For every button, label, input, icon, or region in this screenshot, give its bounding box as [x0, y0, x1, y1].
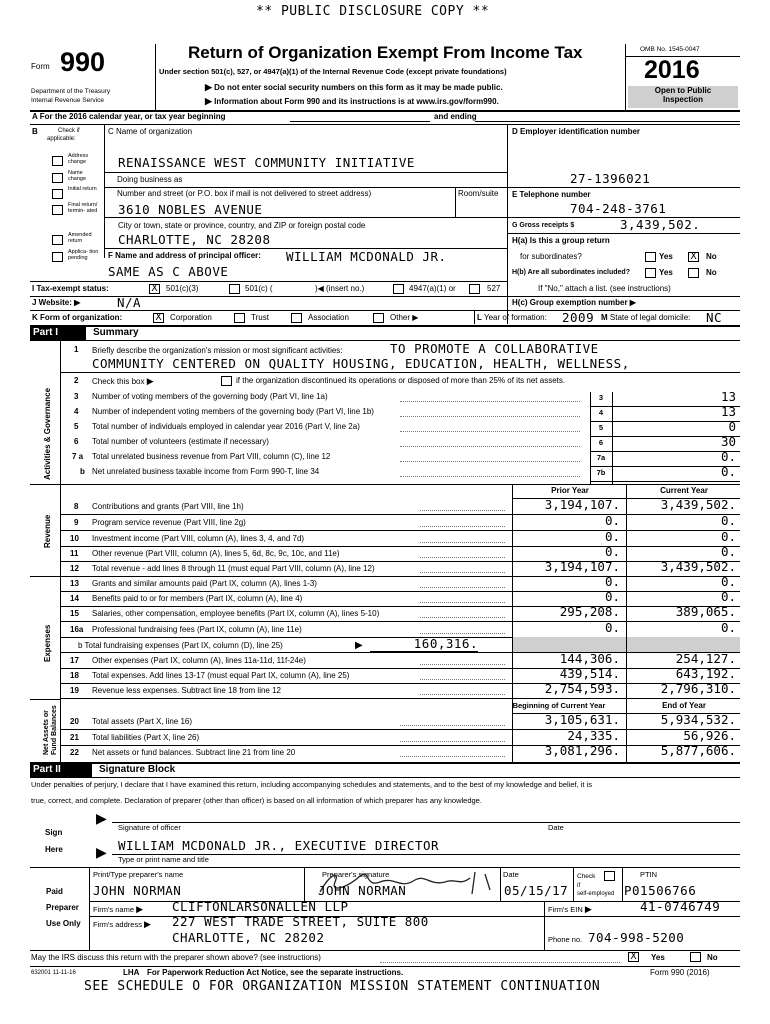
- instruction-ssn: ▶ Do not enter social security numbers on this form as it may be made public.: [205, 82, 503, 92]
- association-label: Association: [308, 313, 349, 322]
- discuss-yes-label: Yes: [651, 953, 665, 962]
- gov-bottom-rule: [60, 484, 740, 485]
- fin-line-number: 9: [74, 518, 79, 527]
- line1-label: Briefly describe the organization's mission or most significant activities:: [92, 346, 343, 355]
- preparer-name-label: Print/Type preparer's name: [93, 870, 184, 879]
- form-of-org-label: K Form of organization:: [32, 313, 123, 322]
- form-footer-id: Form 990 (2016): [650, 968, 710, 977]
- discuss-no-checkbox[interactable]: [690, 952, 701, 962]
- fin-prior-value: 0.: [604, 620, 620, 635]
- irs-label: Internal Revenue Service: [31, 97, 104, 104]
- current-year-header: Current Year: [660, 486, 708, 495]
- gov-line-number: 7 a: [72, 452, 84, 461]
- na-line-label: Total liabilities (Part X, line 26): [92, 733, 200, 742]
- gov-line-number: 5: [74, 422, 79, 431]
- fin-current-value: 389,065.: [675, 604, 736, 619]
- fin-current-value: 0.: [720, 589, 736, 604]
- line16b-label: b Total fundraising expenses (Part IX, column (D), line 25): [78, 641, 283, 650]
- city-address: CHARLOTTE, NC 28208: [118, 232, 271, 247]
- exp-prior-value: 439,514.: [559, 666, 620, 681]
- corporation-checkbox[interactable]: X: [153, 313, 164, 323]
- gov-line-value: 0.: [720, 449, 736, 464]
- hb-note: If "No," attach a list. (see instructions): [538, 284, 671, 293]
- firm-name-label: Firm's name ▶: [93, 904, 144, 914]
- preparer-label: Preparer: [46, 903, 79, 912]
- gov-line-value: 0: [728, 419, 736, 434]
- schedule-o-note: SEE SCHEDULE O FOR ORGANIZATION MISSION STATEMENT CONTINUATION: [84, 979, 601, 994]
- preparer-name: JOHN NORMAN: [93, 883, 182, 898]
- exp-line-label: Total expenses. Add lines 13-17 (must equal Part IX, column (A), line 25): [92, 671, 350, 680]
- city-label: City or town, state or province, country, and ZIP or foreign postal code: [118, 221, 366, 230]
- fin-line-label: Program service revenue (Part VIII, line 2g): [92, 518, 246, 527]
- part1-title: Summary: [93, 327, 139, 338]
- officer-name: WILLIAM MCDONALD JR.: [286, 249, 447, 264]
- fin-current-value: 0.: [720, 544, 736, 559]
- gov-line-box: 7b: [596, 468, 606, 477]
- disclosure-banner: ** PUBLIC DISCLOSURE COPY **: [256, 4, 490, 19]
- fin-line-label: Total revenue - add lines 8 through 11 (must equal Part VIII, column (A), line 12): [92, 564, 375, 573]
- part2-tag: Part II: [30, 763, 92, 777]
- fin-current-value: 0.: [720, 574, 736, 589]
- line16b-value: 160,316.: [413, 636, 478, 651]
- officer-label: F Name and address of principal officer:: [108, 251, 261, 260]
- exp-line-number: 18: [70, 671, 79, 680]
- gov-line-box: 3: [598, 393, 604, 402]
- gov-line-box: 7a: [596, 453, 606, 462]
- use-only-label: Use Only: [46, 919, 81, 928]
- fin-current-value: 3,439,502.: [660, 497, 736, 512]
- na-begin-value: 24,335.: [567, 728, 620, 743]
- fin-line-number: 14: [70, 594, 79, 603]
- firm-address-label: Firm's address ▶: [93, 919, 151, 929]
- gov-line-label: Total unrelated business revenue from Part VIII, column (C), line 12: [92, 452, 331, 461]
- discuss-yes-checkbox[interactable]: X: [628, 952, 639, 962]
- ha-yes-checkbox[interactable]: [645, 252, 656, 262]
- exp-prior-value: 2,754,593.: [544, 681, 620, 696]
- gov-line-number: b: [80, 467, 85, 476]
- omb-number: OMB No. 1545-0047: [640, 46, 700, 53]
- na-line-number: 21: [70, 733, 79, 742]
- hb-no-checkbox[interactable]: [688, 268, 699, 278]
- line1-number: 1: [74, 345, 79, 354]
- check-if-label: Check: [577, 873, 596, 880]
- corporation-label: Corporation: [170, 313, 212, 322]
- exp-current-value: 643,192.: [675, 666, 736, 681]
- gov-box-divider: [590, 392, 591, 484]
- na-begin-value: 3,105,631.: [544, 712, 620, 727]
- room-suite-label: Room/suite: [458, 189, 499, 198]
- 527-label: 527: [487, 284, 501, 293]
- 527-checkbox[interactable]: [469, 284, 480, 294]
- street-label: Number and street (or P.O. box if mail is not delivered to street address): [117, 189, 372, 198]
- fin-line-leader: [420, 557, 505, 558]
- firm-phone-label: Phone no.: [548, 935, 583, 944]
- ha-no-checkbox[interactable]: X: [688, 252, 699, 262]
- fin-line-number: 10: [70, 534, 79, 543]
- final-return-checkbox[interactable]: [52, 205, 63, 215]
- fin-prior-value: 295,208.: [559, 604, 620, 619]
- other-label: Other ▶: [390, 313, 419, 322]
- sign-label: Sign: [45, 828, 63, 837]
- 501c-label: 501(c) (: [245, 284, 273, 293]
- form-code: 632001 11-11-16: [31, 970, 76, 976]
- trust-label: Trust: [251, 313, 269, 322]
- fin-line-number: 8: [74, 502, 79, 511]
- application-pending-label: Applica- tion pending: [68, 249, 99, 262]
- initial-return-checkbox[interactable]: [52, 189, 63, 199]
- gross-receipts-value: 3,439,502.: [620, 217, 701, 232]
- fin-line-number: 11: [70, 549, 79, 558]
- line2-text: if the organization discontinued its operations or disposed of more than 25% of its net assets.: [236, 376, 566, 385]
- hb-label: H(b) Are all subordinates included?: [512, 269, 630, 276]
- hb-yes-checkbox[interactable]: [645, 268, 656, 278]
- name-change-label: Name change: [68, 170, 87, 183]
- fin-current-value: 0.: [720, 529, 736, 544]
- preparer-date-label: Date: [503, 870, 519, 879]
- na-line-leader: [400, 725, 505, 726]
- 4947-checkbox[interactable]: [393, 284, 404, 294]
- 501c-checkbox[interactable]: [229, 284, 240, 294]
- gov-line-value: 13: [720, 389, 736, 404]
- revenue-side: Revenue: [43, 514, 52, 548]
- fin-line-number: 12: [70, 564, 79, 573]
- fin-prior-value: 0.: [604, 574, 620, 589]
- discuss-no-label: No: [707, 953, 718, 962]
- exp-prior-value: 144,306.: [559, 651, 620, 666]
- ein-value: 27-1396021: [570, 171, 651, 186]
- gov-line-value: 13: [720, 404, 736, 419]
- na-line-leader: [400, 741, 505, 742]
- exp-line-leader: [420, 664, 505, 665]
- gov-line-leader: [400, 431, 580, 432]
- name-change-checkbox[interactable]: [52, 173, 63, 183]
- fin-prior-value: 0.: [604, 529, 620, 544]
- exp-line-number: 19: [70, 686, 79, 695]
- fin-line-leader: [420, 617, 505, 618]
- form-title: Return of Organization Exempt From Income Tax: [188, 43, 583, 62]
- if-label: if: [577, 882, 581, 889]
- firm-address-2: CHARLOTTE, NC 28202: [172, 930, 325, 945]
- section-b-label: B: [32, 127, 38, 136]
- na-line-label: Net assets or fund balances. Subtract line 21 from line 20: [92, 748, 296, 757]
- fin-prior-value: 0.: [604, 589, 620, 604]
- preparer-date: 05/15/17: [504, 883, 569, 898]
- sign-arrow-1: ▶: [96, 810, 107, 826]
- gov-line-value: 0.: [720, 464, 736, 479]
- mission-line1: TO PROMOTE A COLLABORATIVE: [390, 341, 599, 356]
- final-return-label: Final return/ termin- ated: [68, 202, 98, 215]
- mission-line2: COMMUNITY CENTERED ON QUALITY HOUSING, EDUCATION, HEALTH, WELLNESS,: [92, 356, 630, 371]
- preparer-signature-name: JOHN NORMAN: [318, 883, 407, 898]
- gov-line-label: Net unrelated business taxable income from Form 990-T, line 34: [92, 467, 320, 476]
- na-end-value: 5,934,532.: [660, 712, 736, 727]
- sign-date-label: Date: [548, 823, 564, 832]
- begin-year-header: Beginning of Current Year: [512, 701, 606, 710]
- gov-line-leader: [400, 401, 580, 402]
- fin-line-label: Grants and similar amounts paid (Part IX, column (A), lines 1-3): [92, 579, 317, 588]
- perjury-text-2: true, correct, and complete. Declaration of preparer (other than officer) is based on all information of which preparer has any knowledge.: [31, 796, 482, 805]
- dba-label: Doing business as: [117, 175, 183, 184]
- check-if-label: Check if: [58, 128, 80, 134]
- firm-ein: 41-0746749: [640, 899, 721, 914]
- exp-line-label: Revenue less expenses. Subtract line 18 from line 12: [92, 686, 281, 695]
- exp-current-value: 254,127.: [675, 651, 736, 666]
- activities-governance-side: Activities & Governance: [43, 387, 52, 480]
- discuss-question: May the IRS discuss this return with the preparer shown above? (see instructions): [31, 953, 321, 962]
- gov-line-leader: [400, 476, 580, 477]
- fin-line-leader: [420, 633, 505, 634]
- fin-line-label: Contributions and grants (Part VIII, line 1h): [92, 502, 244, 511]
- paperwork-notice: For Paperwork Reduction Act Notice, see the separate instructions.: [147, 968, 404, 977]
- na-end-value: 56,926.: [683, 728, 736, 743]
- exp-line-label: Other expenses (Part IX, column (A), lines 11a-11d, 11f-24e): [92, 656, 306, 665]
- gov-line-number: 6: [74, 437, 79, 446]
- 501c3-label: 501(c)(3): [166, 284, 199, 293]
- line2-label: Check this box ▶: [92, 376, 154, 386]
- firm-phone: 704-998-5200: [588, 930, 685, 945]
- form-word: Form: [31, 62, 50, 71]
- perjury-text-1: Under penalties of perjury, I declare that I have examined this return, including accompanying schedules and statements, and to the best of my knowledge and belief, it is: [31, 780, 593, 789]
- na-line-leader: [400, 756, 505, 757]
- gov-line-leader: [400, 461, 580, 462]
- gov-line-label: Total number of individuals employed in calendar year 2016 (Part V, line 2a): [92, 422, 360, 431]
- line2-number: 2: [74, 376, 79, 385]
- gov-line-box: 5: [598, 423, 604, 432]
- net-assets-side: Net Assets or Fund Balances: [43, 705, 58, 755]
- dept-treasury: Department of the Treasury: [31, 88, 111, 95]
- instruction-info: ▶ Information about Form 990 and its instructions is at www.irs.gov/form990.: [205, 96, 499, 106]
- exp-line-leader: [420, 679, 505, 680]
- year-formation-label: L Year of formation:: [477, 313, 547, 322]
- expenses-side: Expenses: [43, 624, 52, 662]
- amended-return-checkbox[interactable]: [52, 235, 63, 245]
- firm-name: CLIFTONLARSONALLEN LLP: [172, 899, 349, 914]
- na-line-number: 22: [70, 748, 79, 757]
- self-employed-checkbox[interactable]: [604, 871, 615, 881]
- 501c3-checkbox[interactable]: X: [149, 284, 160, 294]
- line-a-label: A For the 2016 calendar year, or tax year beginning: [32, 112, 226, 121]
- ha-no-label: No: [706, 252, 717, 261]
- phone-label: E Telephone number: [512, 190, 591, 199]
- hc-label: H(c) Group exemption number ▶: [512, 298, 636, 307]
- form-subtitle: Under section 501(c), 527, or 4947(a)(1) of the Internal Revenue Code (except private foundations): [159, 67, 507, 76]
- fin-prior-value: 0.: [604, 544, 620, 559]
- gov-line-value: 30: [720, 434, 736, 449]
- form-number: 990: [60, 47, 106, 77]
- ha-label: H(a) Is this a group return: [512, 236, 610, 245]
- 4947-label: 4947(a)(1) or: [409, 284, 456, 293]
- ptin-label: PTIN: [640, 870, 658, 879]
- website-label: J Website: ▶: [32, 298, 81, 307]
- preparer-signature-label: Preparer's signature: [322, 870, 390, 879]
- fin-line-number: 16a: [70, 625, 84, 634]
- trust-checkbox[interactable]: [234, 313, 245, 323]
- paid-label: Paid: [46, 887, 63, 896]
- state-domicile-label: M State of legal domicile:: [601, 313, 691, 322]
- officer-address: SAME AS C ABOVE: [108, 264, 229, 279]
- fin-line-leader: [420, 526, 505, 527]
- fin-line-label: Investment income (Part VIII, column (A), lines 3, 4, and 7d): [92, 534, 305, 543]
- phone-value: 704-248-3761: [570, 201, 667, 216]
- fin-prior-value: 3,194,107.: [544, 559, 620, 574]
- gov-line-label: Number of voting members of the governing body (Part VI, line 1a): [92, 392, 328, 401]
- fin-current-value: 3,439,502.: [660, 559, 736, 574]
- fin-current-value: 0.: [720, 513, 736, 528]
- signature-officer-label: Signature of officer: [118, 823, 181, 832]
- other-checkbox[interactable]: [373, 313, 384, 323]
- ha-yes-label: Yes: [659, 252, 673, 261]
- gov-line-box: 6: [598, 438, 604, 447]
- na-line-number: 20: [70, 717, 79, 726]
- gross-receipts-label: G Gross receipts $: [512, 222, 575, 229]
- gov-line-number: 4: [74, 407, 79, 416]
- gov-line-label: Total number of volunteers (estimate if necessary): [92, 437, 269, 446]
- amended-return-label: Amended return: [68, 232, 92, 245]
- application-pending-checkbox[interactable]: [52, 252, 63, 262]
- ein-label: D Employer identification number: [512, 127, 641, 136]
- gov-line-box: 4: [598, 408, 604, 417]
- fin-line-label: Other revenue (Part VIII, column (A), lines 5, 6d, 8c, 9c, 10c, and 11e): [92, 549, 340, 558]
- exp-current-value: 2,796,310.: [660, 681, 736, 696]
- website-value: N/A: [117, 295, 142, 310]
- fin-line-label: Professional fundraising fees (Part IX, column (A), line 11e): [92, 625, 302, 634]
- hb-yes-label: Yes: [659, 268, 673, 277]
- end-year-header: End of Year: [662, 701, 706, 710]
- address-change-label: Address change: [68, 153, 89, 166]
- gov-line-leader: [400, 416, 580, 417]
- line16b-arrow: ▶: [355, 640, 363, 651]
- part1-tag: Part I: [30, 326, 86, 340]
- fin-line-leader: [420, 572, 505, 573]
- hb-no-label: No: [706, 268, 717, 277]
- association-checkbox[interactable]: [291, 313, 302, 323]
- prior-year-header: Prior Year: [551, 486, 589, 495]
- fin-line-leader: [420, 510, 505, 511]
- fin-current-value: 0.: [720, 620, 736, 635]
- tax-exempt-label: I Tax-exempt status:: [32, 284, 109, 293]
- na-begin-value: 3,081,296.: [544, 743, 620, 758]
- firm-address-1: 227 WEST TRADE STREET, SUITE 800: [172, 914, 429, 929]
- 501c-close: )◀ (insert no.): [315, 284, 365, 293]
- here-label: Here: [45, 845, 63, 854]
- lha-label: LHA: [123, 968, 140, 977]
- year-formation-value: 2009: [562, 310, 595, 325]
- fin-line-label: Benefits paid to or for members (Part IX, column (A), line 4): [92, 594, 303, 603]
- fin-line-leader: [420, 587, 505, 588]
- fin-line-number: 13: [70, 579, 79, 588]
- state-domicile-value: NC: [706, 310, 723, 325]
- org-name: RENAISSANCE WEST COMMUNITY INITIATIVE: [118, 155, 415, 170]
- gov-line-label: Number of independent voting members of the governing body (Part VI, line 1b): [92, 407, 374, 416]
- ha-sub-label: for subordinates?: [520, 252, 582, 261]
- initial-return-label: Initial return: [68, 186, 97, 192]
- fin-line-leader: [420, 602, 505, 603]
- c-name-label: C Name of organization: [108, 127, 193, 136]
- fin-line-label: Salaries, other compensation, employee benefits (Part IX, column (A), lines 5-10): [92, 609, 380, 618]
- type-print-label: Type or print name and title: [118, 855, 209, 864]
- exp-line-leader: [420, 694, 505, 695]
- ptin-value: P01506766: [624, 883, 697, 898]
- sign-arrow-2: ▶: [96, 844, 107, 860]
- fin-line-leader: [420, 542, 505, 543]
- open-inspection-badge: Open to Public Inspection: [628, 86, 738, 108]
- gov-line-number: 3: [74, 392, 79, 401]
- self-employed-label: self-employed: [577, 891, 615, 897]
- na-end-value: 5,877,606.: [660, 743, 736, 758]
- fin-line-number: 15: [70, 609, 79, 618]
- address-change-checkbox[interactable]: [52, 156, 63, 166]
- tax-year: 2016: [644, 56, 700, 84]
- exp-line-rule: [60, 698, 740, 699]
- fin-prior-value: 0.: [604, 513, 620, 528]
- gov-line-leader: [400, 446, 580, 447]
- street-address: 3610 NOBLES AVENUE: [118, 202, 263, 217]
- gov-value-divider: [612, 392, 613, 484]
- officer-name-title: WILLIAM MCDONALD JR., EXECUTIVE DIRECTOR: [118, 838, 440, 853]
- exp-line-number: 17: [70, 656, 79, 665]
- discontinued-checkbox[interactable]: [221, 376, 232, 386]
- part2-title: Signature Block: [99, 764, 176, 775]
- fin-prior-value: 3,194,107.: [544, 497, 620, 512]
- line-a-and-ending: and ending: [434, 112, 477, 121]
- applicable-label: applicable:: [47, 136, 76, 142]
- firm-ein-label: Firm's EIN ▶: [548, 904, 592, 914]
- na-line-label: Total assets (Part X, line 16): [92, 717, 193, 726]
